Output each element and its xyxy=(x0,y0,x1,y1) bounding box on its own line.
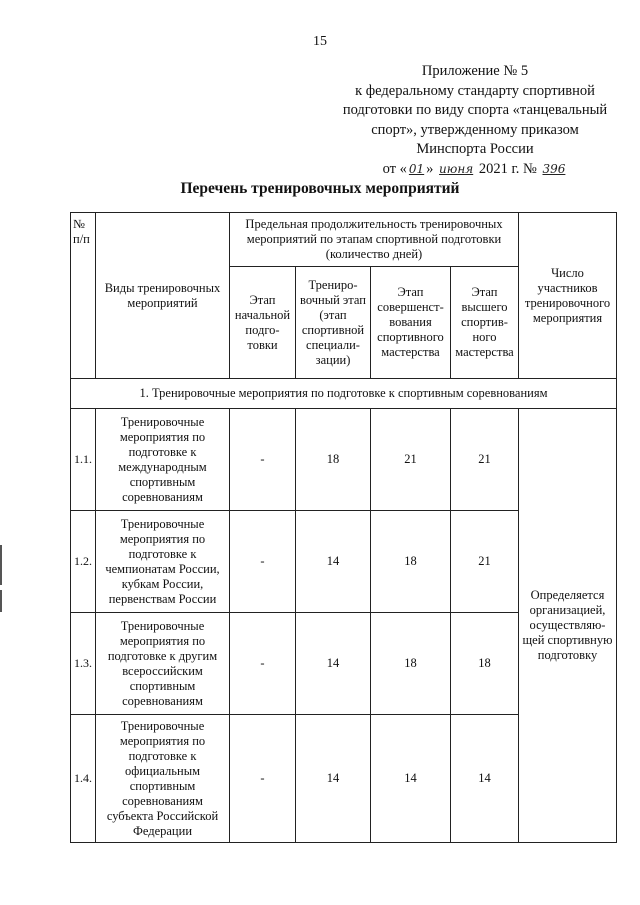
header-stage-initial: Этап начальной подго-товки xyxy=(230,267,296,379)
row-improvement: 18 xyxy=(371,511,451,613)
row-initial: - xyxy=(230,715,296,843)
appendix-line: к федеральному стандарту спортивной xyxy=(355,82,595,99)
row-training: 14 xyxy=(296,511,371,613)
row-training: 14 xyxy=(296,715,371,843)
header-num: № п/п xyxy=(71,213,96,379)
appendix-line: спорт», утвержденному приказом xyxy=(371,121,579,138)
row-highest: 21 xyxy=(451,409,519,511)
row-event-name: Тренировочные мероприятия по подготовке к чемпионатам России, кубкам России, первенствам России xyxy=(96,511,230,613)
document-title: Перечень тренировочных мероприятий xyxy=(180,180,460,197)
appendix-line: Приложение № 5 xyxy=(421,63,529,79)
row-num: 1.3. xyxy=(71,613,96,715)
header-event-type: Виды тренировочных мероприятий xyxy=(96,213,230,379)
section-title: 1. Тренировочные мероприятия по подготовке к спортивным соревнованиям xyxy=(71,379,617,409)
row-num: 1.1. xyxy=(71,409,96,511)
header-participants: Число участников тренировочного мероприятия xyxy=(519,213,617,379)
row-event-name: Тренировочные мероприятия по подготовке к международным спортивным соревнованиям xyxy=(96,409,230,511)
row-improvement: 18 xyxy=(371,613,451,715)
row-highest: 14 xyxy=(451,715,519,843)
row-event-name: Тренировочные мероприятия по подготовке к другим всероссийским спортивным соревнованиям xyxy=(96,613,230,715)
row-highest: 21 xyxy=(451,511,519,613)
row-initial: - xyxy=(230,511,296,613)
row-num: 1.4. xyxy=(71,715,96,843)
training-events-table xyxy=(70,212,617,843)
header-stage-highest: Этап высшего спортив-ного мастерства xyxy=(451,267,519,379)
appendix-header xyxy=(330,62,620,179)
page-number: 15 xyxy=(313,34,327,49)
handwritten-order-number: 396 xyxy=(542,161,566,176)
participants-value: Определяется организацией, осуществляю-щей спортивную подготовку xyxy=(519,409,617,843)
row-initial: - xyxy=(230,613,296,715)
date-mid: » xyxy=(426,160,434,177)
table-row xyxy=(71,409,617,511)
date-year: 2021 г. № xyxy=(478,160,537,177)
row-improvement: 14 xyxy=(371,715,451,843)
handwritten-month: июня xyxy=(439,161,474,176)
row-highest: 18 xyxy=(451,613,519,715)
header-stage-improvement: Этап совершенст-вования спортивного мастерства xyxy=(371,267,451,379)
row-training: 18 xyxy=(296,409,371,511)
order-date-line xyxy=(330,160,620,180)
row-event-name: Тренировочные мероприятия по подготовке к официальным спортивным соревнованиям субъекта Российской Федерации xyxy=(96,715,230,843)
scan-edge-mark xyxy=(0,590,2,612)
scan-edge-mark xyxy=(0,545,2,585)
date-prefix: от « xyxy=(382,160,407,177)
row-num: 1.2. xyxy=(71,511,96,613)
header-stage-training: Трениро-вочный этап (этап спортивной специали-зации) xyxy=(296,267,371,379)
header-duration-group: Предельная продолжительность тренировочных мероприятий по этапам спортивной подготовки (количество дней) xyxy=(230,213,519,267)
row-improvement: 21 xyxy=(371,409,451,511)
row-initial: - xyxy=(230,409,296,511)
appendix-line: Минспорта России xyxy=(416,141,534,157)
handwritten-day: 01 xyxy=(408,161,425,176)
appendix-line: подготовки по виду спорта «танцевальный xyxy=(342,102,608,118)
row-training: 14 xyxy=(296,613,371,715)
